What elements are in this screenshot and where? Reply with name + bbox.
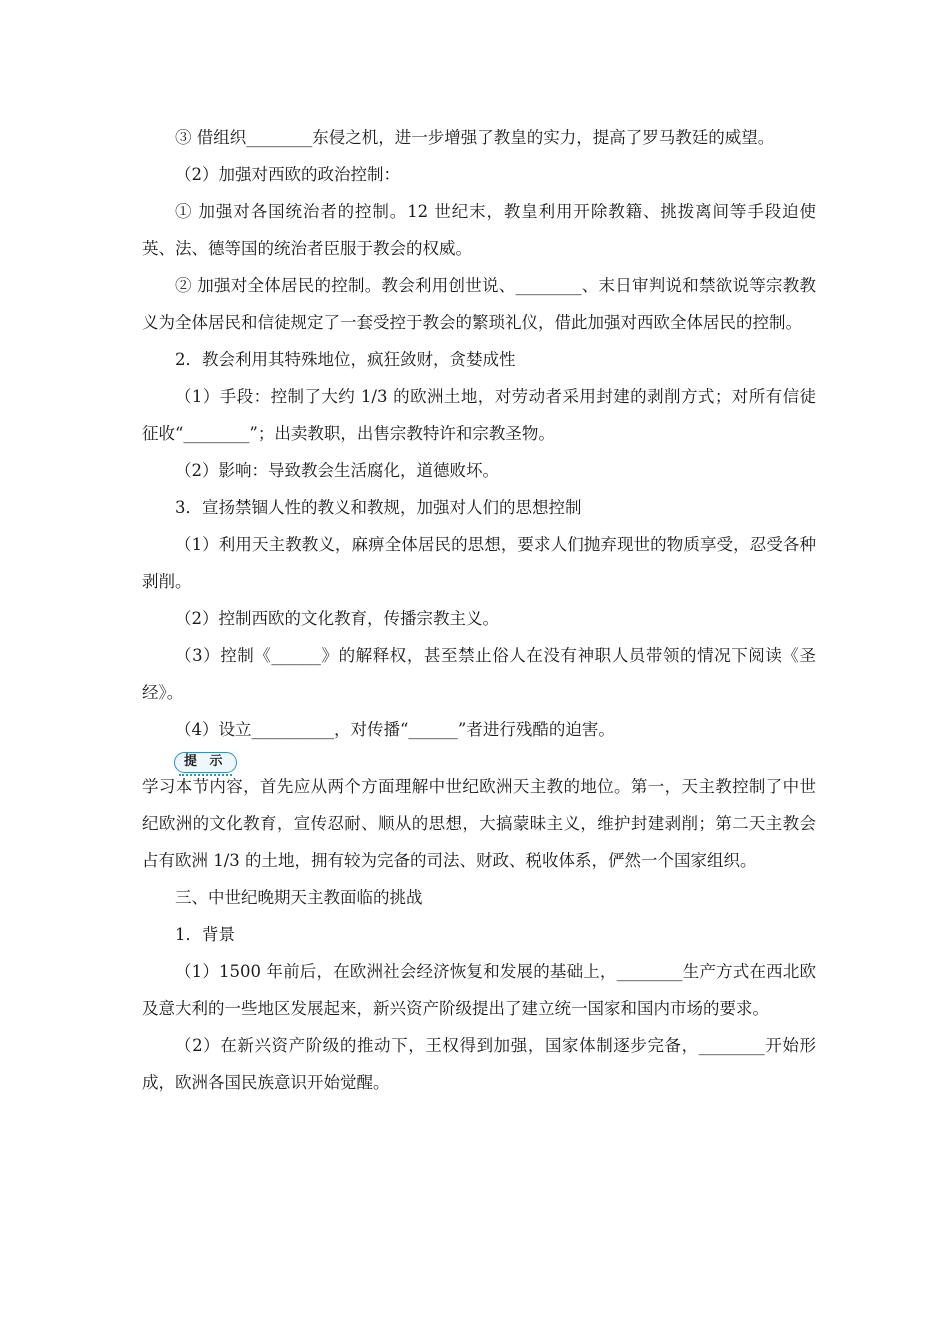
section-heading: 2．教会利用其特殊地位，疯狂敛财，贪婪成性 <box>175 350 516 369</box>
hint-box <box>142 768 816 879</box>
paragraph: （2）在新兴资产阶级的推动下，王权得到加强，国家体制逐步完备，________开始形成，欧洲各国民族意识开始觉醒。 <box>142 1036 816 1092</box>
section-heading: 1．背景 <box>175 925 235 944</box>
hint-badge-container <box>174 750 816 772</box>
hint-badge: 提 示 <box>174 752 237 773</box>
paragraph: （2）加强对西欧的政治控制： <box>175 165 400 184</box>
document-content <box>142 119 816 1101</box>
paragraph: （3）控制《______》的解释权，甚至禁止俗人在没有神职人员带领的情况下阅读《圣经》。 <box>142 646 816 702</box>
paragraph: （1）1500 年前后，在欧洲社会经济恢复和发展的基础上，________生产方式在西北欧及意大利的一些地区发展起来，新兴资产阶级提出了建立统一国家和国内市场的要求。 <box>142 962 816 1018</box>
paragraph: （1）手段：控制了大约 1/3 的欧洲土地，对劳动者采用封建的剥削方式；对所有信徒征收“________”；出卖教职，出售宗教特许和宗教圣物。 <box>142 387 816 443</box>
paragraph: （2）影响：导致教会生活腐化，道德败坏。 <box>175 461 499 480</box>
paragraph: ③ 借组织________东侵之机，进一步增强了教皇的实力，提高了罗马教廷的威望。 <box>175 128 775 147</box>
paragraph: （1）利用天主教教义，麻痹全体居民的思想，要求人们抛弃现世的物质享受，忍受各种剥削。 <box>142 535 816 591</box>
paragraph: （2）控制西欧的文化教育，传播宗教主义。 <box>175 609 499 628</box>
section-heading: 三、中世纪晚期天主教面临的挑战 <box>175 888 423 907</box>
paragraph: ② 加强对全体居民的控制。教会利用创世说、________、末日审判说和禁欲说等宗教教义为全体居民和信徒规定了一套受控于教会的繁琐礼仪，借此加强对西欧全体居民的控制。 <box>142 276 816 332</box>
paragraph: （4）设立__________，对传播“______”者进行残酷的迫害。 <box>175 720 615 739</box>
paragraph: ① 加强对各国统治者的控制。12 世纪末，教皇利用开除教籍、挑拨离间等手段迫使英、法、德等国的统治者臣服于教会的权威。 <box>142 202 816 258</box>
section-heading: 3．宣扬禁锢人性的教义和教规，加强对人们的思想控制 <box>175 498 582 517</box>
hint-text: 学习本节内容，首先应从两个方面理解中世纪欧洲天主教的地位。第一，天主教控制了中世纪欧洲的文化教育，宣传忍耐、顺从的思想，大搞蒙昧主义，维护封建剥削；第二天主教会占有欧洲 1/3 的土地，拥有较为完备的司法、财政、税收体系，俨然一个国家组织。 <box>142 777 816 870</box>
